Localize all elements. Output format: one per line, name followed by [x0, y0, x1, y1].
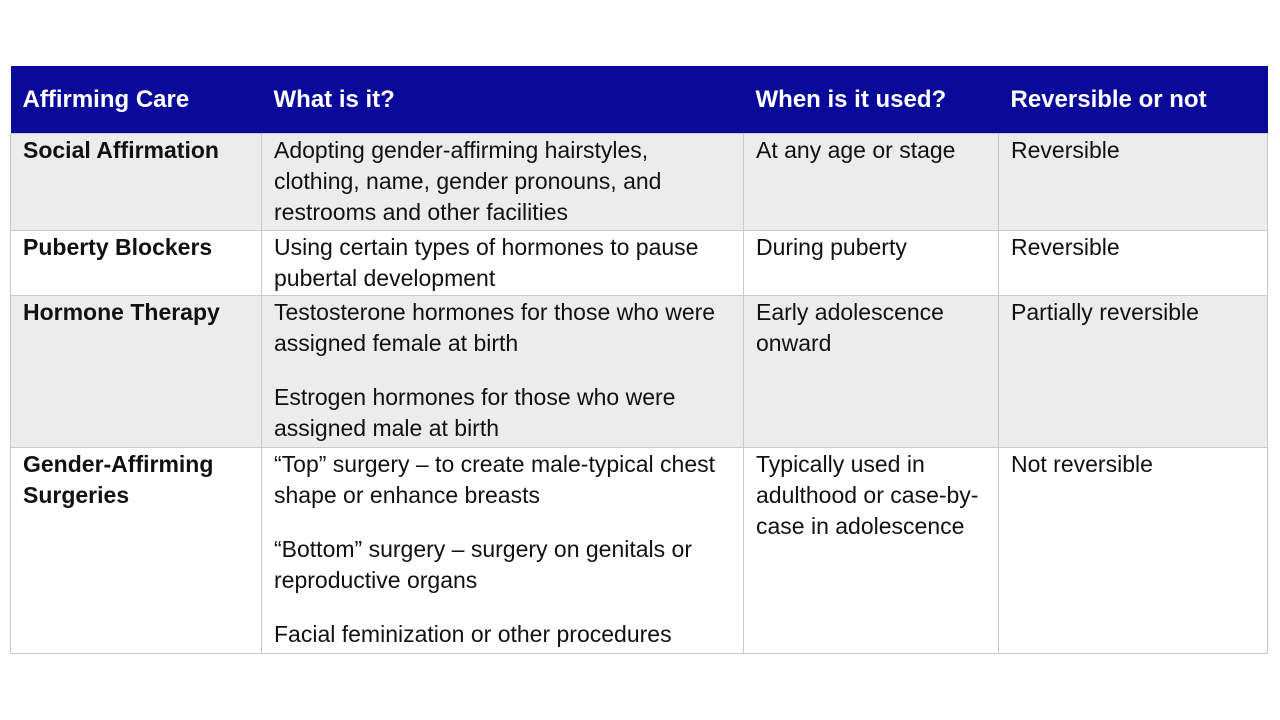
- header-when-used: When is it used?: [744, 66, 999, 133]
- description-text: Using certain types of hormones to pause pubertal development: [274, 233, 699, 291]
- care-type-cell: Gender-Affirming Surgeries: [11, 447, 262, 653]
- usage-cell: Early adolescence onward: [744, 295, 999, 447]
- reversibility-cell: Not reversible: [999, 447, 1268, 653]
- table-row: [11, 230, 1268, 295]
- description-text: Estrogen hormones for those who were assigned male at birth: [274, 383, 676, 441]
- usage-cell: During puberty: [744, 230, 999, 295]
- reversibility-cell: Reversible: [999, 230, 1268, 295]
- header-affirming-care: Affirming Care: [11, 66, 262, 133]
- table-row: [11, 295, 1268, 447]
- description-text: “Bottom” surgery – surgery on genitals or reproductive organs: [274, 535, 693, 593]
- description-cell: [262, 133, 744, 230]
- header-row: [11, 66, 1268, 133]
- description-cell: [262, 447, 744, 653]
- description-text: Testosterone hormones for those who were assigned female at birth: [274, 298, 716, 356]
- reversibility-cell: Partially reversible: [999, 295, 1268, 447]
- description-text: Facial feminization or other procedures: [274, 620, 672, 647]
- reversibility-cell: Reversible: [999, 133, 1268, 230]
- table-body: [11, 133, 1268, 653]
- affirming-care-table-container: [10, 66, 1267, 654]
- description-text: “Top” surgery – to create male-typical chest shape or enhance breasts: [274, 450, 716, 508]
- table-row: [11, 133, 1268, 230]
- header-reversible: Reversible or not: [999, 66, 1268, 133]
- care-type-cell: Hormone Therapy: [11, 295, 262, 447]
- care-type-cell: Puberty Blockers: [11, 230, 262, 295]
- description-cell: [262, 230, 744, 295]
- description-text: Adopting gender-affirming hairstyles, clothing, name, gender pronouns, and restrooms and other facilities: [274, 136, 662, 225]
- table-row: [11, 447, 1268, 653]
- usage-cell: At any age or stage: [744, 133, 999, 230]
- affirming-care-table: [10, 66, 1268, 654]
- table-header: [11, 66, 1268, 133]
- care-type-cell: Social Affirmation: [11, 133, 262, 230]
- header-what-is-it: What is it?: [262, 66, 744, 133]
- usage-cell: Typically used in adulthood or case-by-case in adolescence: [744, 447, 999, 653]
- description-cell: [262, 295, 744, 447]
